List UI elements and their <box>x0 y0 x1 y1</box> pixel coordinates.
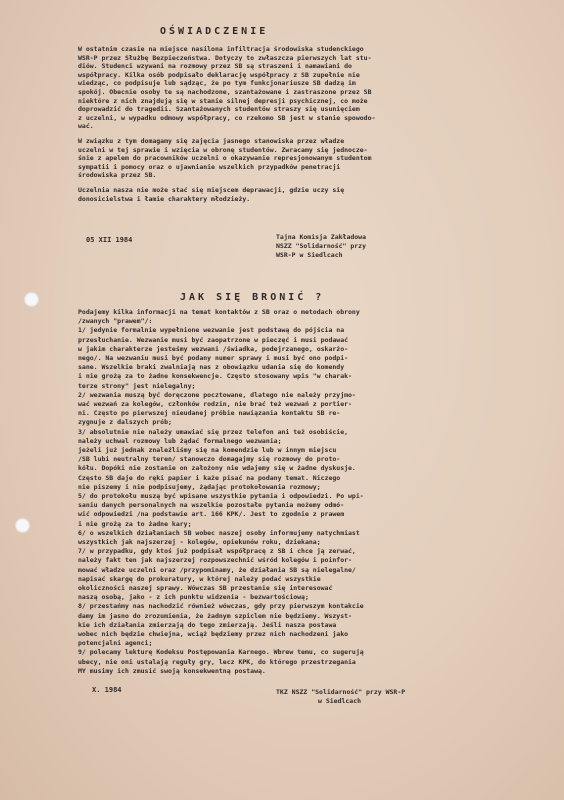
guide-line: terze strony" jest nielegalny; <box>78 381 196 390</box>
declaration-signature <box>276 233 366 260</box>
guide-line: damy im jasno do zrozumienia, że żadnym szpiclem nie będziemy. Wszyst- <box>78 611 352 620</box>
declaration-line: Uczelnia nasza nie może stać się miejscem deprawacji, gdzie uczy się <box>78 186 345 194</box>
guide-line: jeżeli już jednak znaleźliśmy się na komendzie lub w innym miejscu <box>78 446 337 454</box>
signature-line: WSR-P w Siedlcach <box>276 251 343 259</box>
guide-line: należy uchwal rozmowy lub żądać formalnego wezwania; <box>78 436 282 445</box>
declaration-line: sympatii i pomocy oraz o ujawnianie wszelkich przypadków penetracji <box>78 162 341 171</box>
guide-line: i nie grożą za to żadne konsekwencje. Często stosowany wpis "w charak- <box>78 372 352 381</box>
guide-line: Często SB daje do ręki papier i każe pisać na podany temat. Niczego <box>78 473 341 482</box>
guide-line: 5/ do protokołu muszą być wpisane wszystkie pytania i odpowiedzi. Po wpi- <box>78 492 364 500</box>
guide-date: X. 1984 <box>92 686 122 694</box>
guide-line: nie piszemy i nie podpisujemy, żądając protokołowania rozmowy; <box>78 482 321 491</box>
declaration-line: niektóre z nich znajdują się w stanie silnej depresji psychicznej, co może <box>78 96 368 105</box>
guide-line: i nie grożą za to żadne kary; <box>78 519 192 528</box>
signature-line: NSZZ "Solidarność" przy <box>276 242 367 250</box>
guide-line: sane. Wszelkie braki zwalniają nas z obowiązku udania się do komendy <box>78 363 345 372</box>
declaration-line: spokój. Obecnie osoby te są nachodzone, szantażowane i zastraszone przez SB <box>78 88 372 96</box>
declaration-line: wiedząc, co podpisuje lub sądząc, że po tym funkcjonariusze SB dadzą im <box>78 79 356 88</box>
declaration-line: uczelni w tej sprawie i wzięcia w obronę studentów. Zwracamy się jednocze- <box>78 145 368 154</box>
declaration-title: OŚWIADCZENIE <box>160 26 269 37</box>
guide-line: wać wezwań za kolegów, członków rodzin, nie brać też wezwań z portier- <box>78 400 352 408</box>
guide-line: kie ich działania zmierzają do tego zmierzają. Jeśli nasza postawa <box>78 620 337 629</box>
guide-line: MY musimy ich zmusić swoją konsekwentną postawą. <box>78 666 266 675</box>
punch-hole <box>24 292 39 307</box>
guide-line: 3/ absolutnie nie należy umawiać się przez telefon ani też osobiście, <box>78 427 349 436</box>
guide-line: 1/ jedynie formalnie wypełnione wezwanie jest podstawą do pójścia na <box>78 326 345 335</box>
declaration-line: z uczelni, w wypadku odmowy współpracy, co rzekomo SB jest w stanie spowodo- <box>78 113 376 122</box>
guide-line: /SB lubi neutralny teren/ stanowczo domagajmy się rozmowy do proto- <box>78 455 341 464</box>
guide-line: należy fakt ten jak najszerzej rozpowszechnić wśród kolegów i poinfor- <box>78 556 352 565</box>
guide-line: zygnuje z dalszych prób; <box>78 418 172 427</box>
guide-line: okoliczności naszej sprawy. Wówczas SB przestanie się interesować <box>78 584 333 592</box>
guide-title: JAK SIĘ BRONIĆ ? <box>180 292 325 303</box>
guide-line: w jakim charakterze jesteśmy wezwani /świadka, podejrzanego, oskarżo- <box>78 344 349 353</box>
guide-signature <box>276 688 405 706</box>
punch-hole <box>15 518 30 533</box>
declaration-line: W związku z tym domagamy się zajęcia jasnego stanowiska przez władze <box>78 137 345 145</box>
guide-line: wszystkich jak najszerzej - kolegów, opiekunów roku, dziekana; <box>78 538 321 546</box>
guide-line: napisać skargę do prokuratury, w której należy podać wszystkie <box>78 574 321 583</box>
guide-line: mować władze uczelni oraz /przypominamy, że działania SB są nielegalne/ <box>78 565 356 574</box>
guide-line: saniu danych personalnych na wszelkie pozostałe pytania możemy odmó- <box>78 501 345 510</box>
guide-line: /zwanych "prawem"/: <box>78 317 153 326</box>
guide-line: ni. Często po pierwszej nieudanej próbie nawiązania kontaktu SB re- <box>78 409 341 418</box>
declaration-line: środowiska przez SB. <box>78 171 157 180</box>
signature-line: w Siedlcach <box>318 697 362 705</box>
guide-line: ubecy, nie oni ustalają reguły gry, lecz KPK, do którego przestrzegania <box>78 657 356 666</box>
guide-line: wić odpowiedzi /na podstawie art. 166 KPK/. Jest to zgodnie z prawem <box>78 510 345 519</box>
guide-line: nego/. Na wezwaniu musi być podany numer sprawy i musi być ono podpi- <box>78 354 349 362</box>
declaration-line: W ostatnim czasie na miejsce nasilona infiltracja środowiska studenckiego <box>78 45 364 53</box>
guide-line: wobec nich będzie chwiejna, wciąż będziemy przez nich nachodzeni jako <box>78 630 349 638</box>
declaration-line: donosicielstwa i łamie charaktery młodzieży. <box>78 194 251 203</box>
guide-line: naszą osobą, jako - z ich punktu widzenia - bezwartościową; <box>78 593 309 602</box>
guide-line: 6/ o wszelkich działaniach SB wobec naszej osoby informujemy natychmiast <box>78 528 360 537</box>
signature-line: Tajna Komisja Zakładowa <box>276 233 367 241</box>
declaration-line: diów. Studenci wzywani na rozmowy przez SB są straszeni i namawiani do <box>78 62 352 71</box>
guide-line: 9/ polecamy lekturę Kodeksu Postępowania Karnego. Wbrew temu, co sugerują <box>78 648 364 657</box>
declaration-line: wać. <box>78 122 94 131</box>
guide-line: 7/ w przypadku, gdy ktoś już podpisał współpracę z SB i chce ją zerwać, <box>78 547 356 556</box>
guide-line: 8/ przestańmy nas nachodzić również wówczas, gdy przy pierwszym kontakcie <box>78 602 364 611</box>
guide-line: Podajemy kilka informacji na temat kontaktów z SB oraz o metodach obrony <box>78 308 360 316</box>
declaration-line: współpracy. Kilka osób podpisało deklarację współpracy z SB zupełnie nie <box>78 70 360 79</box>
declaration-body <box>78 45 528 245</box>
guide-body <box>78 308 528 683</box>
guide-line: kółu. Dopóki nie zostanie on założony nie wdajemy się w żadne dyskusje. <box>78 464 356 473</box>
guide-line: potencjalni agenci; <box>78 639 153 648</box>
signature-line: TKZ NSZZ "Solidarność" przy WSR-P <box>276 688 406 696</box>
guide-line: 2/ wezwania muszą być doręczone pocztowane, dlatego nie należy przyjmo- <box>78 390 356 399</box>
declaration-line: WSR-P przez Służbę Bezpieczeństwa. Dotyczy to zwłaszcza pierwszych lat stu- <box>78 53 372 62</box>
declaration-date: 05 XII 1984 <box>86 236 133 244</box>
guide-line: przesłuchanie. Wezwanie musi być zaopatrzone w pieczęć i musi podawać <box>78 335 349 344</box>
declaration-line: doprowadzić do tragedii. Szantażowanych studentów straszy się usunięciem <box>78 105 360 114</box>
declaration-line: śnie z apelem do pracowników uczelni o okazywanie represjonowanym studentom <box>78 154 372 163</box>
